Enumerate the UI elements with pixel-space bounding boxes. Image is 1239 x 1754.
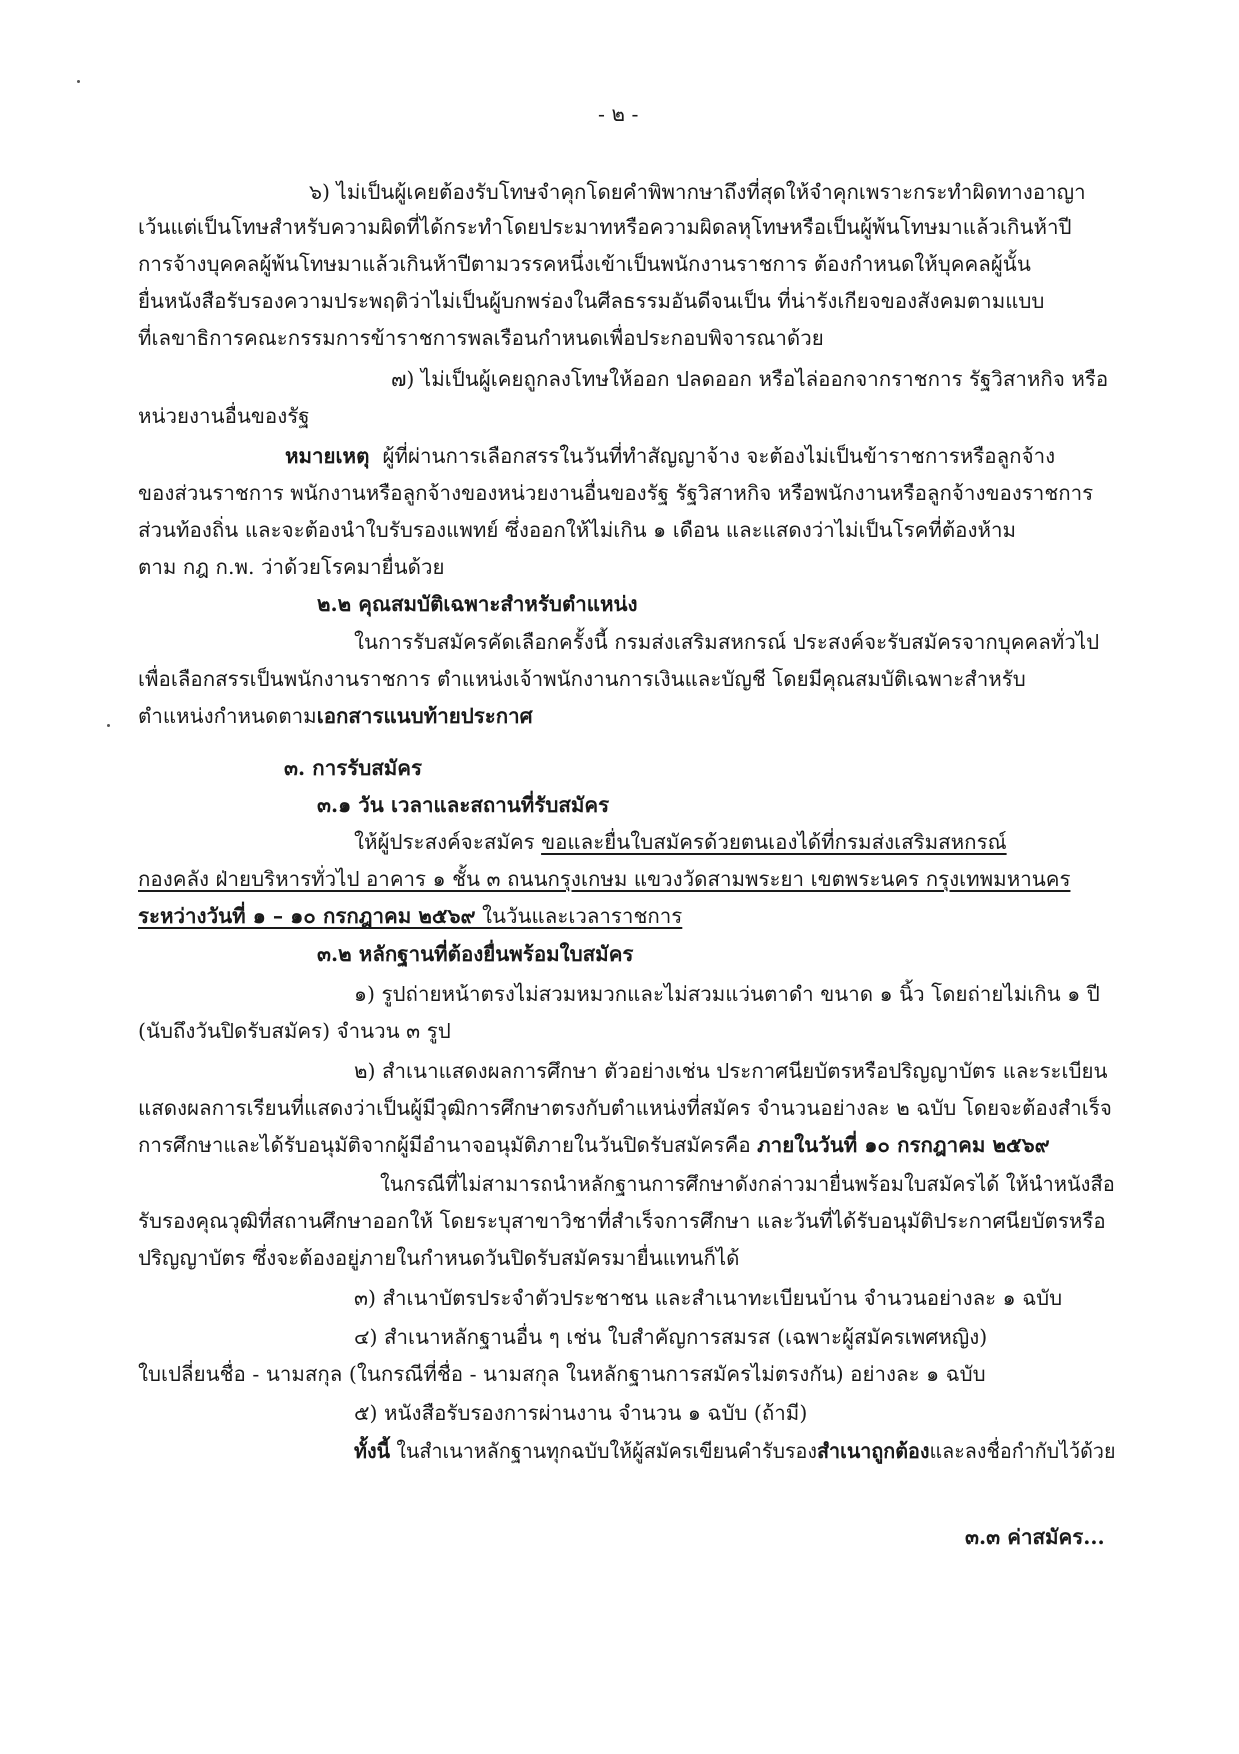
section-2-2-line-1: ในการรับสมัครคัดเลือกครั้งนี้ กรมส่งเสริมสหกรณ์ ประสงค์จะรับสมัครจากบุคคลทั่วไป bbox=[354, 630, 1100, 654]
section-7-line-2: หน่วยงานอื่นของรัฐ bbox=[138, 404, 310, 428]
section-3-1-heading: ๓.๑ วัน เวลาและสถานที่รับสมัคร bbox=[317, 793, 610, 817]
section-6-line-5: ที่เลขาธิการคณะกรรมการข้าราชการพลเรือนกำหนดเพื่อประกอบพิจารณาด้วย bbox=[138, 326, 824, 350]
section-6-line-4: ยื่นหนังสือรับรองความประพฤติว่าไม่เป็นผู้บกพร่องในศีลธรรมอันดีจนเป็น ที่น่ารังเกียจของสังคมตามแบบ bbox=[138, 289, 1045, 313]
attachment-reference: เอกสารแนบท้ายประกาศ bbox=[316, 704, 533, 728]
document-item-2-line-3 bbox=[138, 1133, 1050, 1158]
section-2-2-line-2: เพื่อเลือกสรรเป็นพนักงานราชการ ตำแหน่งเจ้าพนักงานการเงินและบัญชี โดยมีคุณสมบัติเฉพาะสำหรับ bbox=[138, 667, 1026, 691]
section-3-heading: ๓. การรับสมัคร bbox=[284, 756, 422, 780]
page-number: - ๒ - bbox=[598, 102, 639, 126]
application-dates: ระหว่างวันที่ ๑ – ๑๐ กรกฎาคม ๒๕๖๙ bbox=[138, 904, 476, 928]
certification-note-text: ในสำเนาหลักฐานทุกฉบับให้ผู้สมัครเขียนคำรับรอง bbox=[390, 1439, 818, 1463]
continuation-marker: ๓.๓ ค่าสมัคร... bbox=[965, 1525, 1105, 1549]
note-label: หมายเหตุ bbox=[285, 444, 370, 468]
document-item-3: ๓) สำเนาบัตรประจำตัวประชาชน และสำเนาทะเบียนบ้าน จำนวนอย่างละ ๑ ฉบับ bbox=[354, 1286, 1063, 1310]
document-item-5: ๕) หนังสือรับรองการผ่านงาน จำนวน ๑ ฉบับ (ถ้ามี) bbox=[354, 1401, 808, 1425]
document-item-2-line-5: รับรองคุณวุฒิที่สถานศึกษาออกให้ โดยระบุสาขาวิชาที่สำเร็จการศึกษา และวันที่ได้รับอนุมัติประกาศนียบัตรหรือ bbox=[138, 1209, 1106, 1233]
section-7-line-1: ๗) ไม่เป็นผู้เคยถูกลงโทษให้ออก ปลดออก หรือไล่ออกจากราชการ รัฐวิสาหกิจ หรือ bbox=[391, 367, 1109, 391]
document-item-1-line-1: ๑) รูปถ่ายหน้าตรงไม่สวมหมวกและไม่สวมแว่นตาดำ ขนาด ๑ นิ้ว โดยถ่ายไม่เกิน ๑ ปี bbox=[354, 982, 1100, 1006]
section-2-2-line-3-text: ตำแหน่งกำหนดตาม bbox=[138, 704, 317, 728]
section-3-2-heading: ๓.๒ หลักฐานที่ต้องยื่นพร้อมใบสมัคร bbox=[317, 942, 634, 966]
note-text: ผู้ที่ผ่านการเลือกสรรในวันที่ทำสัญญาจ้าง จะต้องไม่เป็นข้าราชการหรือลูกจ้าง bbox=[382, 444, 1056, 468]
section-6-line-2: เว้นแต่เป็นโทษสำหรับความผิดที่ได้กระทำโดยประมาทหรือความผิดลหุโทษหรือเป็นผู้พ้นโทษมาแล้วเกินห้าปี bbox=[138, 215, 1072, 239]
scan-speck bbox=[107, 724, 110, 727]
certification-note bbox=[354, 1439, 1116, 1464]
scan-speck bbox=[77, 80, 80, 83]
note-line-4: ตาม กฎ ก.พ. ว่าด้วยโรคมายื่นด้วย bbox=[138, 555, 445, 579]
document-item-2-line-2: แสดงผลการเรียนที่แสดงว่าเป็นผู้มีวุฒิการศึกษาตรงกับตำแหน่งที่สมัคร จำนวนอย่างละ ๒ ฉบับ โดยจะต้องสำเร็จ bbox=[138, 1096, 1112, 1120]
section-3-1-line-1 bbox=[354, 830, 1007, 855]
note-line-2: ของส่วนราชการ พนักงานหรือลูกจ้างของหน่วยงานอื่นของรัฐ รัฐวิสาหกิจ หรือพนักงานหรือลูกจ้างของราชการ bbox=[138, 481, 1094, 505]
document-item-2-line-1: ๒) สำเนาแสดงผลการศึกษา ตัวอย่างเช่น ประกาศนียบัตรหรือปริญญาบัตร และระเบียน bbox=[354, 1059, 1108, 1083]
application-hours: ในวันและเวลาราชการ bbox=[475, 904, 683, 928]
document-item-2-line-4: ในกรณีที่ไม่สามารถนำหลักฐานการศึกษาดังกล่าวมายื่นพร้อมใบสมัครได้ ให้นำหนังสือ bbox=[380, 1172, 1115, 1196]
section-3-1-line-2: กองคลัง ฝ่ายบริหารทั่วไป อาคาร ๑ ชั้น ๓ ถนนกรุงเกษม แขวงวัดสามพระยา เขตพระนคร กรุงเทพมหานคร bbox=[138, 867, 1071, 891]
document-item-4-line-1: ๔) สำเนาหลักฐานอื่น ๆ เช่น ใบสำคัญการสมรส (เฉพาะผู้สมัครเพศหญิง) bbox=[354, 1325, 988, 1349]
document-item-2-line-6: ปริญญาบัตร ซึ่งจะต้องอยู่ภายในกำหนดวันปิดรับสมัครมายื่นแทนก็ได้ bbox=[138, 1246, 740, 1270]
section-2-2-line-3 bbox=[138, 704, 533, 729]
section-3-1-line-1-text: ให้ผู้ประสงค์จะสมัคร bbox=[354, 830, 542, 854]
note-line-3: ส่วนท้องถิ่น และจะต้องนำใบรับรองแพทย์ ซึ่งออกให้ไม่เกิน ๑ เดือน และแสดงว่าไม่เป็นโรคที่ต้องห้าม bbox=[138, 518, 1017, 542]
certification-note-end: และลงชื่อกำกับไว้ด้วย bbox=[929, 1439, 1116, 1463]
document-item-1-line-2: (นับถึงวันปิดรับสมัคร) จำนวน ๓ รูป bbox=[138, 1019, 451, 1043]
document-item-4-line-2: ใบเปลี่ยนชื่อ - นามสกุล (ในกรณีที่ชื่อ - นามสกุล ในหลักฐานการสมัครไม่ตรงกัน) อย่างละ ๑ ฉบับ bbox=[138, 1362, 986, 1386]
certification-note-lead: ทั้งนี้ bbox=[354, 1439, 391, 1463]
application-location-underlined: ขอและยื่นใบสมัครด้วยตนเองได้ที่กรมส่งเสริมสหกรณ์ bbox=[541, 830, 1007, 854]
deadline-date: ภายในวันที่ ๑๐ กรกฎาคม ๒๕๖๙ bbox=[757, 1133, 1050, 1157]
section-6-line-3: การจ้างบุคคลผู้พ้นโทษมาแล้วเกินห้าปีตามวรรคหนึ่งเข้าเป็นพนักงานราชการ ต้องกำหนดให้บุคคลผู้นั้น bbox=[138, 252, 1031, 276]
section-3-1-line-3 bbox=[138, 904, 682, 929]
document-item-2-line-3-text: การศึกษาและได้รับอนุมัติจากผู้มีอำนาจอนุมัติภายในวันปิดรับสมัครคือ bbox=[138, 1133, 758, 1157]
note-line-1 bbox=[285, 444, 1055, 469]
certified-copy-phrase: สำเนาถูกต้อง bbox=[817, 1439, 930, 1463]
section-2-2-heading: ๒.๒ คุณสมบัติเฉพาะสำหรับตำแหน่ง bbox=[317, 592, 638, 616]
section-6-line-1: ๖) ไม่เป็นผู้เคยต้องรับโทษจำคุกโดยคำพิพากษาถึงที่สุดให้จำคุกเพราะกระทำผิดทางอาญา bbox=[309, 180, 1086, 204]
